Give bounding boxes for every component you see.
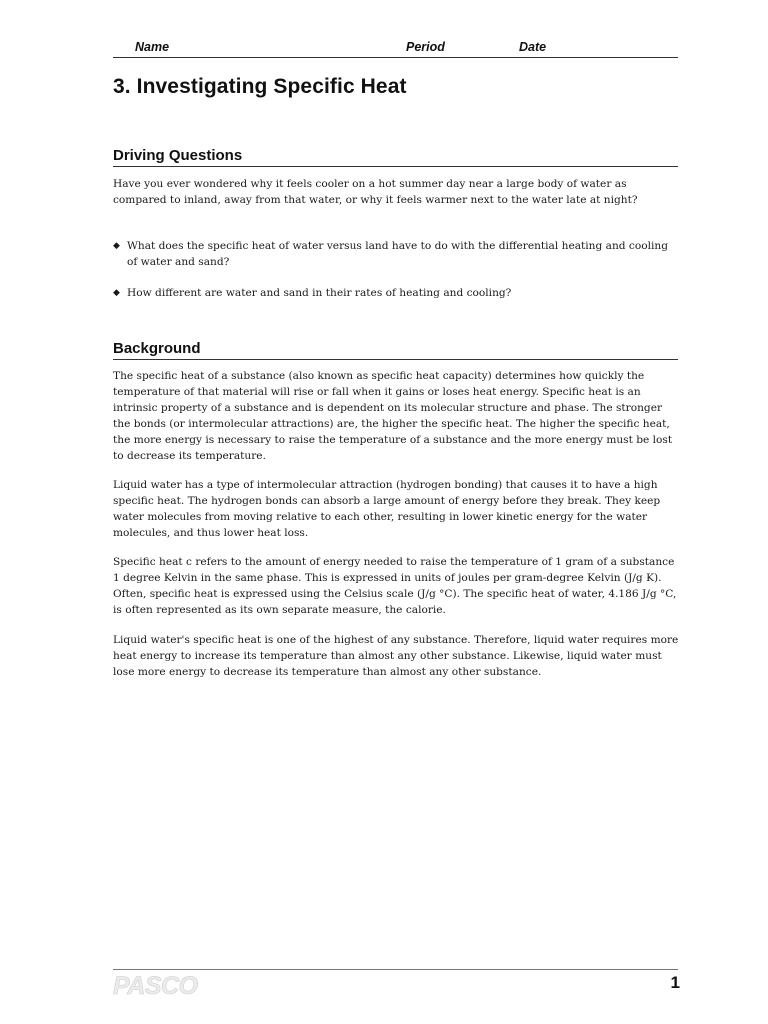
background-heading: Background bbox=[113, 340, 678, 360]
name-label: Name bbox=[135, 40, 170, 54]
pasco-logo: PASCO bbox=[113, 972, 198, 1000]
driving-questions-heading: Driving Questions bbox=[113, 147, 678, 167]
bullet-text: What does the specific heat of water versus land have to do with the differential heating and cooling of water and sand? bbox=[127, 240, 669, 268]
background-paragraph: The specific heat of a substance (also known as specific heat capacity) determines how quickly the temperature of that material will rise or fall when it gains or loses heat energy. Specific heat is an intrinsic property of a substance and is dependent on its molecular structure and phase. The stronger the bonds (or intermolecular attractions) are, the higher the specific heat. The higher the specific heat, the more energy is necessary to raise the temperature of a substance and the more energy must be lost to decrease its temperature. bbox=[113, 370, 673, 462]
driving-questions-intro: Have you ever wondered why it feels cooler on a hot summer day near a large body of water as compared to inland, away from that water, or why it feels warmer next to the water late at night? bbox=[113, 178, 638, 206]
bullet-text: How different are water and sand in their rates of heating and cooling? bbox=[127, 287, 512, 299]
background-paragraph: Liquid water's specific heat is one of the highest of any substance. Therefore, liquid water requires more heat energy to increase its temperature than almost any other substance. Likewise, liquid water must lose more energy to decrease its temperature than almost any other substance. bbox=[113, 634, 679, 678]
diamond-bullet-icon: ◆ bbox=[113, 288, 120, 298]
background-paragraph: Specific heat c refers to the amount of energy needed to raise the temperature of 1 gram of a substance 1 degree Kelvin in the same phase. This is expressed in units of joules per gram-degree Kelvin (J/g K). Often, specific heat is expressed using the Celsius scale (J/g °C). The specific heat of water, 4.186 J/g °C, is often represented as its own separate measure, the calorie. bbox=[113, 556, 677, 616]
page-title: 3. Investigating Specific Heat bbox=[113, 75, 407, 98]
bullet-item bbox=[113, 286, 679, 302]
background-paragraph: Liquid water has a type of intermolecular attraction (hydrogen bonding) that causes it to have a high specific heat. The hydrogen bonds can absorb a large amount of energy before they break. They keep water molecules from moving relative to each other, resulting in lower kinetic energy for the water molecules, and thus lower heat loss. bbox=[113, 479, 661, 539]
page-number: 1 bbox=[670, 973, 680, 992]
period-label: Period bbox=[406, 40, 445, 54]
diamond-bullet-icon: ◆ bbox=[113, 241, 120, 251]
footer-rule bbox=[113, 969, 678, 970]
date-label: Date bbox=[519, 40, 547, 54]
bullet-item bbox=[113, 239, 679, 271]
header-bar bbox=[113, 39, 678, 58]
